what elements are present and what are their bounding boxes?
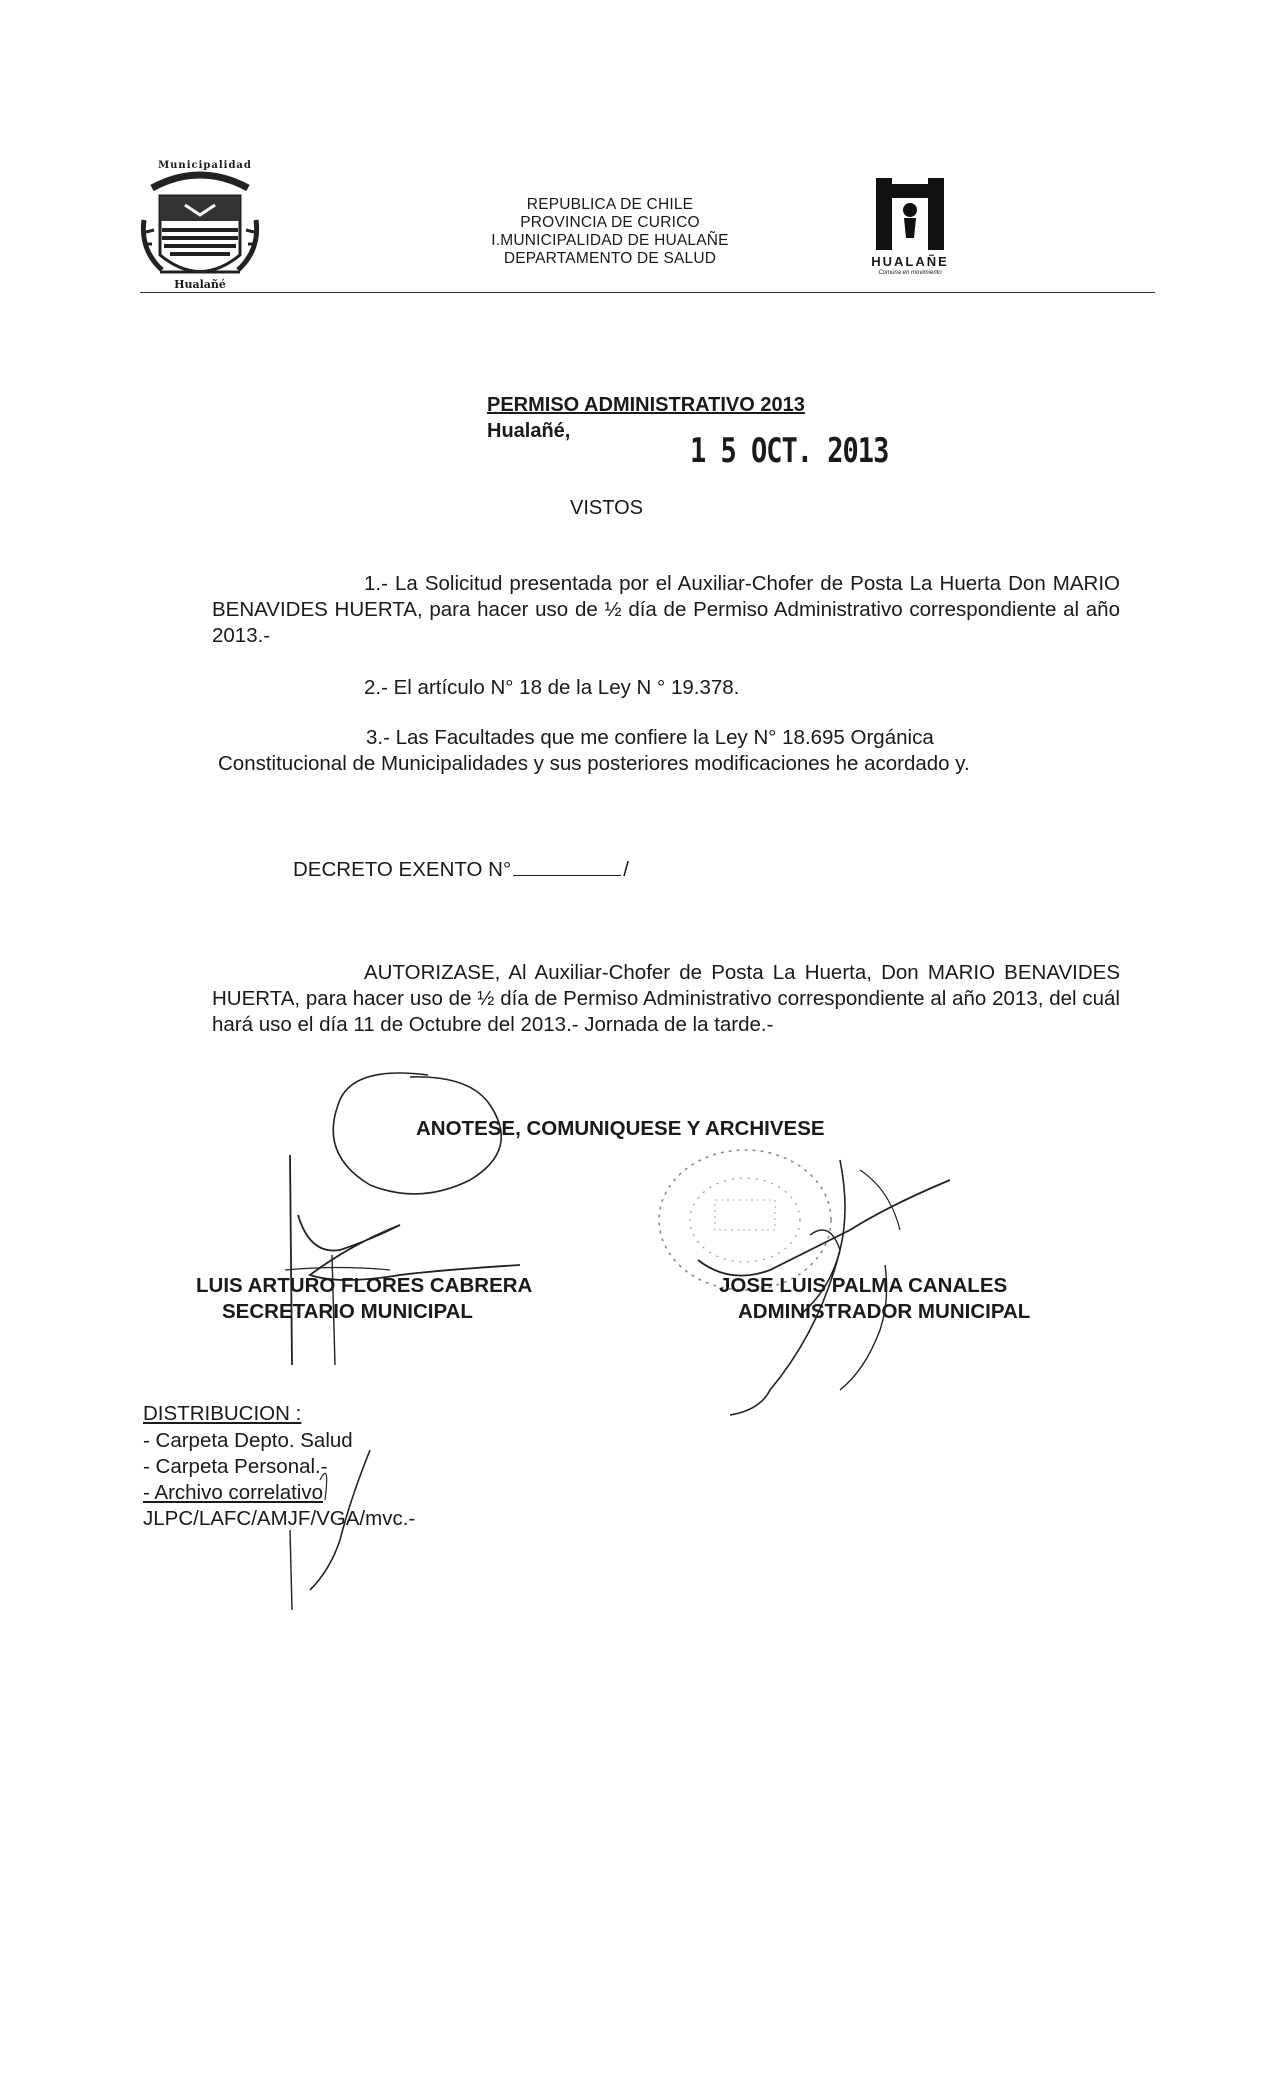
- letterhead-line: REPUBLICA DE CHILE: [526, 196, 694, 213]
- seal-top-text: Municipalidad: [158, 160, 252, 171]
- decreto-number-blank: [513, 857, 621, 876]
- decreto-label: DECRETO EXENTO N°: [293, 858, 512, 881]
- signatory-right-name: JOSE LUIS PALMA CANALES: [719, 1274, 1008, 1297]
- decreto-line: [293, 857, 629, 882]
- closing-formula: ANOTESE, COMUNIQUESE Y ARCHIVESE: [416, 1117, 825, 1140]
- signatory-left-role: SECRETARIO MUNICIPAL: [222, 1300, 473, 1323]
- list-item: JLPC/LAFC/AMJF/VGA/mvc.-: [143, 1507, 416, 1530]
- date-stamp: 1 5 OCT. 2013: [690, 432, 889, 471]
- vistos-item-3: 3.- Las Facultades que me confiere la Ley N° 18.695 Orgánica: [366, 726, 934, 749]
- signatory-right-role: ADMINISTRADOR MUNICIPAL: [738, 1300, 1031, 1323]
- initials-scribble: [270, 1440, 380, 1610]
- vistos-item-1: 1.- La Solicitud presentada por el Auxiliar-Chofer de Posta La Huerta Don MARIO BENAVIDES HUERTA, para hacer uso de ½ día de Permiso Administrativo correspondiente al año 2013.-: [212, 572, 1120, 647]
- vistos-heading: VISTOS: [570, 497, 643, 519]
- decreto-separator: /: [623, 858, 629, 881]
- header-rule: [140, 292, 1155, 293]
- logo-name: HUALAÑE: [871, 254, 949, 269]
- hualane-h-logo-icon: [870, 176, 950, 252]
- place: Hualañé,: [487, 420, 571, 442]
- document-title: PERMISO ADMINISTRATIVO 2013: [487, 394, 805, 416]
- list-item: - Archivo correlativo: [143, 1481, 324, 1504]
- letterhead-line: DEPARTAMENTO DE SALUD: [503, 250, 717, 267]
- signatory-left-name: LUIS ARTURO FLORES CABRERA: [196, 1274, 533, 1297]
- list-item: - Carpeta Depto. Salud: [143, 1429, 353, 1452]
- letterhead: [420, 196, 800, 268]
- municipal-coat-of-arms-icon: [140, 160, 260, 295]
- vistos-item-2: 2.- El artículo N° 18 de la Ley N ° 19.378.: [364, 676, 740, 699]
- vistos-item-3-continued: Constitucional de Municipalidades y sus posteriores modificaciones he acordado y.: [218, 752, 970, 775]
- letterhead-line: I.MUNICIPALIDAD DE HUALAÑE: [491, 232, 729, 249]
- list-item: - Carpeta Personal.-: [143, 1455, 328, 1478]
- letterhead-line: PROVINCIA DE CURICO: [520, 214, 700, 231]
- logo-slogan: Comuna en movimiento: [878, 270, 942, 276]
- distribution-title: DISTRIBUCION :: [143, 1402, 302, 1425]
- seal-bottom-text: Hualañé: [174, 278, 226, 291]
- autorizase-paragraph: AUTORIZASE, Al Auxiliar-Chofer de Posta La Huerta, Don MARIO BENAVIDES HUERTA, para hacer uso de ½ día de Permiso Administrativo correspondiente al año 2013, del cuál hará uso el día 11 de Octubre del 2013.- Jornada de la tarde.-: [212, 961, 1120, 1036]
